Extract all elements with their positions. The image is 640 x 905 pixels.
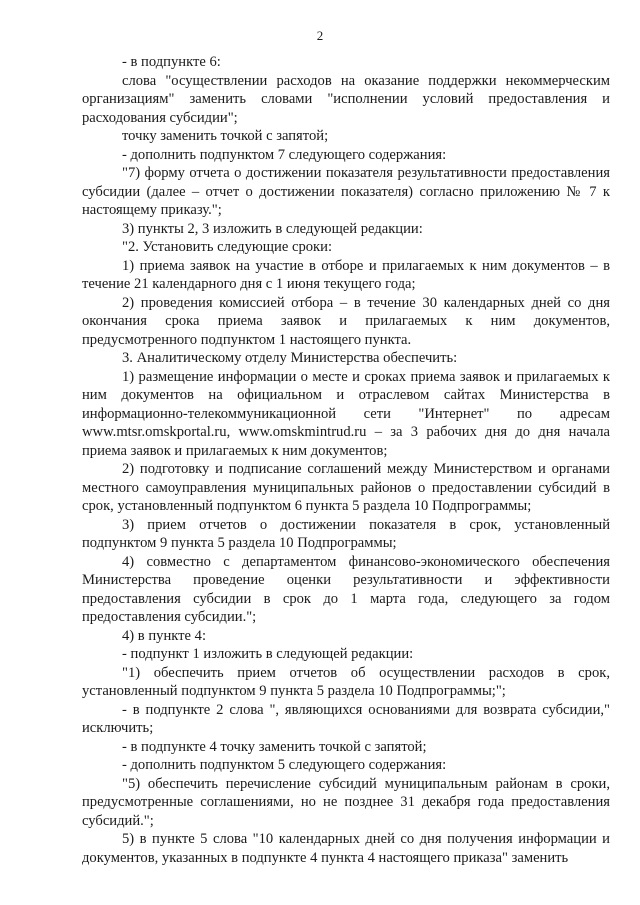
- document-body: [82, 53, 610, 867]
- paragraph-2: слова "осуществлении расходов на оказание поддержки некоммерческим организациям" заменить словами "исполнении условий предоставления и расходования субсидии";: [82, 72, 610, 126]
- paragraph-22: 5) в пункте 5 слова "10 календарных дней со дня получения информации и документов, указанных в подпункте 4 пункта 4 настоящего приказа" заменить: [82, 831, 610, 866]
- paragraph-20: - дополнить подпунктом 5 следующего содержания:: [122, 757, 447, 773]
- paragraph-12: 2) подготовку и подписание соглашений между Министерством и органами местного самоуправления муниципальных районов о предоставлении субсидий в срок, установленный подпунктом 6 пункта 5 раздела 10 Подпрограммы;: [82, 461, 610, 514]
- paragraph-19: - в подпункте 4 точку заменить точкой с запятой;: [122, 738, 427, 755]
- paragraph-4: - дополнить подпунктом 7 следующего содержания:: [122, 146, 447, 163]
- paragraph-16: - подпункт 1 изложить в следующей редакции:: [122, 646, 414, 662]
- paragraph-14: 4) совместно с департаментом финансово-экономического обеспечения Министерства проведение оценки результативности и эффективности предоставления субсидии в срок до 1 марта года, следующего за годом предоставления субсидии.";: [82, 553, 610, 625]
- paragraph-15: 4) в пункте 4:: [122, 627, 207, 644]
- paragraph-3: точку заменить точкой с запятой;: [122, 128, 329, 144]
- paragraph-9: 2) проведения комиссией отбора – в течение 30 календарных дней со дня окончания срока приема заявок и прилагаемых к ним документов, предусмотренного подпунктом 1 настоящего пункта.: [82, 294, 610, 348]
- paragraph-10: 3. Аналитическому отделу Министерства обеспечить:: [122, 350, 458, 366]
- paragraph-11: 1) размещение информации о месте и сроках приема заявок и прилагаемых к ним документов на официальном и отраслевом сайтах Министерства в информационно-телекоммуникационной сети "Интернет" по адресам www.mtsr.omskportal.ru, www.omskmintrud.ru – за 3 рабочих дня до дня начала приема заявок и прилагаемых к ним документов;: [82, 368, 610, 459]
- page-number: 2: [316, 28, 324, 43]
- paragraph-6: 3) пункты 2, 3 изложить в следующей редакции:: [122, 220, 423, 237]
- paragraph-13: 3) прием отчетов о достижении показателя в срок, установленный подпунктом 9 пункта 5 раздела 10 Подпрограммы;: [82, 516, 610, 551]
- paragraph-21: "5) обеспечить перечисление субсидий муниципальным районам в сроки, предусмотренные соглашениями, но не позднее 31 декабря года предоставления субсидий.";: [82, 775, 610, 829]
- paragraph-8: 1) приема заявок на участие в отборе и прилагаемых к ним документов – в течение 21 календарного дня с 1 июня текущего года;: [82, 257, 610, 292]
- paragraph-17: "1) обеспечить прием отчетов об осуществлении расходов в срок, установленный подпунктом 9 пункта 5 раздела 10 Подпрограммы;";: [82, 664, 610, 699]
- paragraph-5: "7) форму отчета о достижении показателя результативности предоставления субсидии (далее – отчет о достижении показателя) согласно приложению № 7 к настоящему приказу.";: [82, 165, 610, 218]
- paragraph-7: "2. Установить следующие сроки:: [122, 239, 332, 255]
- paragraph-1: - в подпункте 6:: [122, 54, 221, 70]
- paragraph-18: - в подпункте 2 слова ", являющихся основаниями для возврата субсидии," исключить;: [82, 701, 610, 736]
